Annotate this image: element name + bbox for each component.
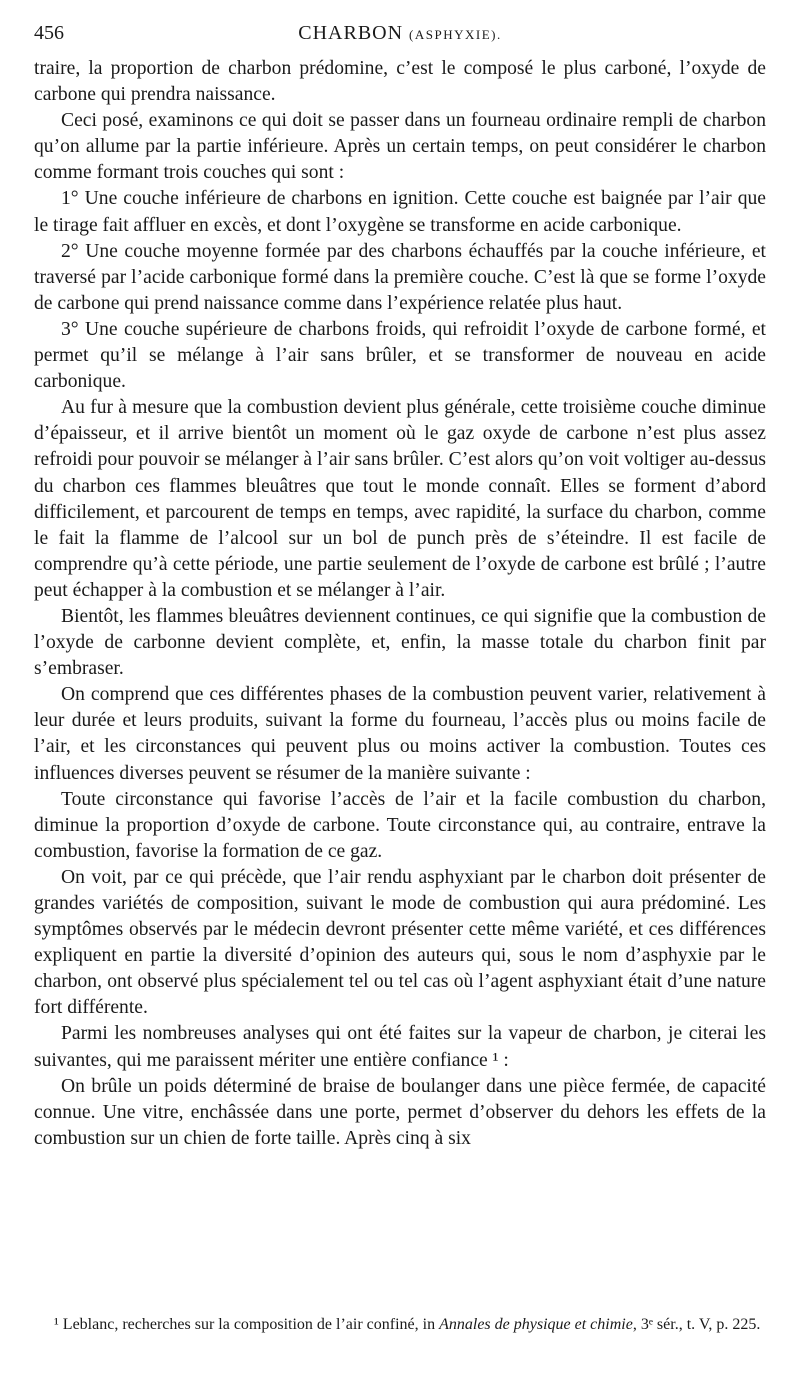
book-page <box>34 22 766 1333</box>
paragraph: Ceci posé, examinons ce qui doit se passer dans un fourneau ordinaire rempli de charbon qu’on allume par la partie inférieure. Après un certain temps, on peut considérer le charbon comme formant trois couches qui sont : <box>34 110 766 184</box>
body-text <box>34 56 766 1152</box>
paragraph: Parmi les nombreuses analyses qui ont été faites sur la vapeur de charbon, je citerai les suivantes, qui me paraissent mériter une entière confiance ¹ : <box>34 1023 766 1071</box>
footnote-text: Leblanc, recherches sur la composition de l’air confiné, in <box>62 1316 436 1333</box>
footnote-ref: , 3ᵉ sér., t. V, p. 225. <box>632 1316 761 1333</box>
footnote-marker: ¹ <box>54 1316 59 1333</box>
footnote-journal: Annales de physique et chimie <box>439 1316 633 1333</box>
paragraph: 2° Une couche moyenne formée par des charbons échauffés par la couche inférieure, et traversé par l’acide carbonique formé dans la première couche. C’est là que se forme l’oxyde de carbone qui prend naissance comme dans l’expérience relatée plus haut. <box>34 240 766 314</box>
paragraph: Bientôt, les flammes bleuâtres deviennent continues, ce qui signifie que la combustion de l’oxyde de carbonne devient complète, et, enfin, la masse totale du charbon finit par s’embraser. <box>34 605 766 680</box>
paragraph: traire, la proportion de charbon prédomine, c’est le composé le plus carboné, l’oxyde de carbone qui prendra naissance. <box>34 58 766 106</box>
paragraph: 1° Une couche inférieure de charbons en ignition. Cette couche est baignée par l’air que le tirage fait affluer en excès, et dont l’oxygène se transforme en acide carbonique. <box>34 188 766 236</box>
page-number: 456 <box>34 22 64 44</box>
running-header <box>34 22 766 56</box>
footnotes <box>34 1314 766 1336</box>
running-title-sub: (ASPHYXIE). <box>409 27 502 42</box>
paragraph: 3° Une couche supérieure de charbons froids, qui refroidit l’oxyde de carbone formé, et permet qu’il se mélange à l’air sans brûler, et se transformer de nouveau en acide carbonique. <box>34 318 766 393</box>
paragraph: On brûle un poids déterminé de braise de boulanger dans une pièce fermée, de capacité connue. Une vitre, enchâssée dans une porte, permet d’observer du dehors les effets de la combustion sur un chien de forte taille. Après cinq à six <box>34 1075 766 1149</box>
paragraph: On voit, par ce qui précède, que l’air rendu asphyxiant par le charbon doit présenter de grandes variétés de composition, suivant le mode de combustion qui aura prédominé. Les symptômes observés par le médecin devront présenter cette même variété, et ces différences expliquent en partie la diversité d’opinion des auteurs qui, sous le nom d’asphyxie par le charbon, ont observé plus spécialement tel ou tel cas où l’agent asphyxiant était d’une nature fort différente. <box>34 866 766 1019</box>
running-title <box>94 22 766 45</box>
paragraph: Toute circonstance qui favorise l’accès de l’air et la facile combustion du charbon, diminue la proportion d’oxyde de carbone. Toute circonstance qui, au contraire, entrave la combustion, favorise la formation de ce gaz. <box>34 788 766 862</box>
footnote <box>34 1314 766 1336</box>
running-title-main: CHARBON <box>298 22 404 44</box>
paragraph: On comprend que ces différentes phases de la combustion peuvent varier, relativement à leur durée et leurs produits, suivant la forme du fourneau, l’accès plus ou moins facile de l’air, et les circonstances qui peuvent plus ou moins activer la combustion. Toutes ces influences diverses peuvent se résumer de la manière suivante : <box>34 684 766 784</box>
paragraph: Au fur à mesure que la combustion devient plus générale, cette troisième couche diminue d’épaisseur, et il arrive bientôt un moment où le gaz oxyde de carbone n’est plus assez refroidi pour pouvoir se mélanger à l’air sans brûler. C’est alors qu’on voit voltiger au-dessus du charbon ces flammes bleuâtres que tout le monde connaît. Elles se forment d’abord difficilement, et parcourent de temps en temps, avec rapidité, la surface du charbon, comme le fait la flamme de l’alcool sur un bol de punch près de s’éteindre. Il est facile de comprendre qu’à cette période, une partie seulement de l’oxyde de carbone est brûlé ; l’autre peut échapper à la combustion et se mélanger à l’air. <box>34 397 766 601</box>
